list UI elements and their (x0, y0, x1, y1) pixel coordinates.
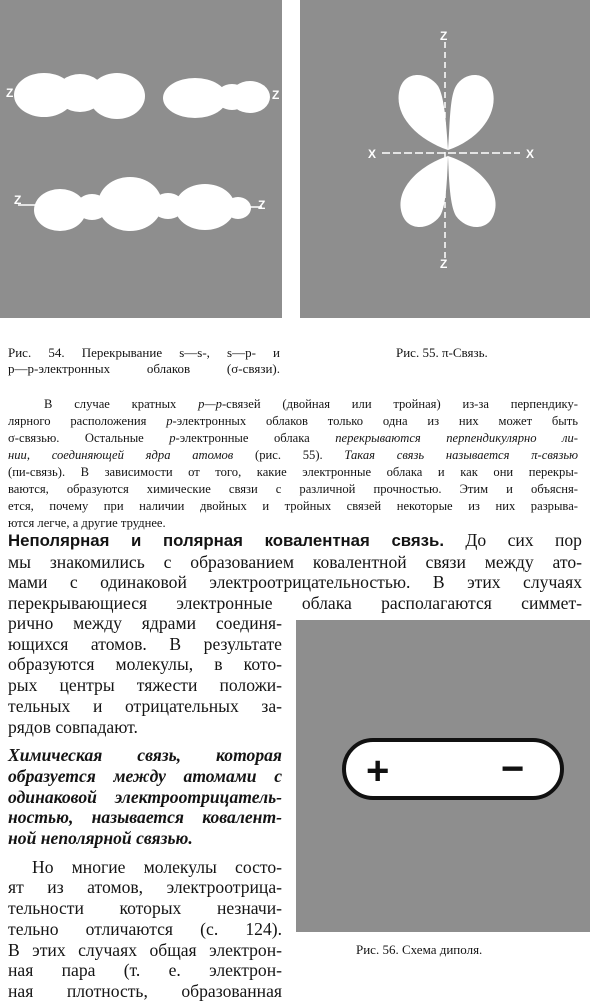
paragraph-line: ются легче, а другие труднее. (8, 516, 166, 530)
z-label: Z (6, 86, 14, 100)
paragraph-line: рядов совпадают. (8, 716, 138, 737)
paragraph-line: тельных и отрицательных за- (8, 695, 282, 716)
tail-paragraph (8, 857, 282, 1002)
x-label: X (526, 147, 535, 161)
definition-line: одинаковой электроотрицатель- (8, 786, 282, 807)
section-full-width-text (8, 530, 582, 614)
paragraph-line: ющихся атомов. В результате (8, 633, 282, 654)
paragraph-line: В случае кратных p—p-связей (двойная или тройная) из-за перпендику- (44, 397, 578, 411)
paragraph-line: ят из атомов, электроотрица- (8, 877, 282, 898)
figure-56-caption: Рис. 56. Схема диполя. (356, 942, 483, 957)
figure-54-panel (0, 0, 282, 318)
caption-line: Рис. 54. Перекрывание s—s-, s—p- и (8, 345, 280, 360)
paragraph-line: σ-связью. Остальные p-электронные облака перекрываются перпендикулярно ли- (8, 431, 578, 445)
paragraph-line: мами с одинаковой электроотрицательностью. В этих случаях (8, 572, 582, 593)
small-print-paragraph (8, 396, 578, 532)
definition-block (8, 745, 282, 849)
section-left-column (8, 613, 282, 1002)
s-s-overlap-clouds (14, 73, 145, 119)
plus-sign: + (366, 749, 390, 793)
dipole-drawing (296, 620, 590, 932)
section-heading: Неполярная и полярная ковалентная связь. (8, 531, 444, 550)
heading-line (8, 530, 582, 552)
definition-line: ной неполярной связью. (8, 828, 193, 849)
figure-54-drawing (0, 0, 282, 318)
figure-55-caption: Рис. 55. π-Связь. (396, 345, 488, 360)
paragraph-line: В этих случаях общая электрон- (8, 939, 282, 960)
paragraph-line: До сих пор (465, 530, 582, 550)
z-label: Z (272, 88, 280, 102)
paragraph-line: ваются, образуются химические связи с различной прочностью. Этим и объясня- (8, 482, 578, 496)
pi-bond-clouds (399, 75, 496, 227)
caption-line: p—p-электронных облаков (σ-связи). (8, 361, 280, 376)
paragraph-line: мы знакомились с образованием ковалентной связи между ато- (8, 551, 582, 572)
z-label: Z (258, 198, 266, 212)
paragraph-line: (пи-связь). В зависимости от того, какие электронные облака и как они перекры- (8, 465, 578, 479)
x-label: X (368, 147, 377, 161)
p-p-overlap-clouds (34, 177, 251, 231)
figure-54-caption (8, 345, 280, 377)
definition-line: образуется между атомами с (8, 765, 282, 786)
paragraph-line: ная пара (т. е. электрон- (8, 960, 282, 981)
paragraph-line: тельности которых незначи- (8, 898, 282, 919)
paragraph-line: перекрывающиеся электронные облака располагаются симмет- (8, 593, 582, 614)
definition-line: Химическая связь, которая (8, 745, 282, 766)
paragraph-line: лярного расположения p-электронных облаков только одна из них может быть (8, 414, 578, 428)
z-label: Z (14, 193, 22, 207)
paragraph-line: ная плотность, образованная (8, 980, 282, 1001)
minus-sign: − (501, 747, 525, 791)
paragraph-line: образуются молекулы, в кото- (8, 654, 282, 675)
paragraph-line: рично между ядрами соединя- (8, 613, 282, 633)
figure-56-panel (296, 620, 590, 932)
definition-line: ностью, называется ковалент- (8, 807, 282, 828)
paragraph-line: Но многие молекулы состо- (32, 856, 282, 877)
paragraph-line: ется, почему при наличии двойных и тройных связей некоторые из них разрыва- (8, 499, 578, 513)
figure-55-panel (300, 0, 590, 318)
z-label: Z (440, 257, 448, 271)
paragraph-line: рых центры тяжести положи- (8, 675, 282, 696)
s-p-overlap-clouds (163, 78, 270, 118)
z-label: Z (440, 29, 448, 43)
paragraph-line: тельно отличаются (с. 124). (8, 918, 282, 939)
paragraph-line: нии, соединяющей ядра атомов (рис. 55). Такая связь называется π-связью (8, 448, 578, 462)
figure-55-drawing (300, 0, 590, 318)
